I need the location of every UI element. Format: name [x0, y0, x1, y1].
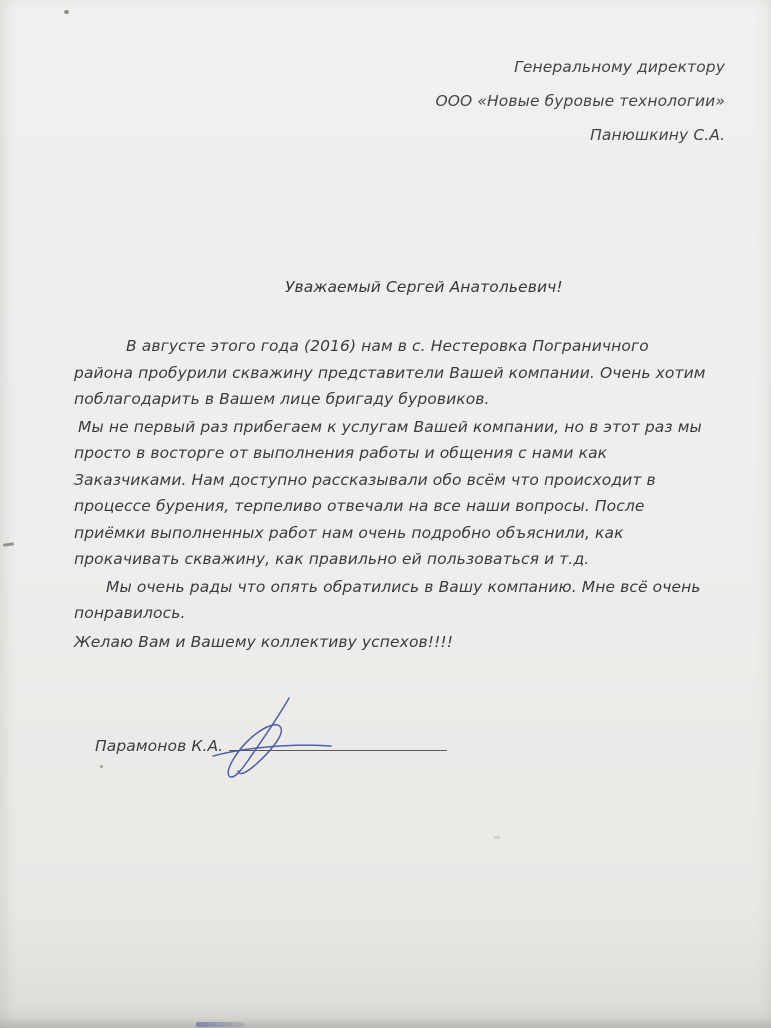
recipient-line-position: Генеральному директору	[514, 58, 725, 76]
paragraph-3: Мы очень рады что опять обратились в Вашу компанию. Мне всё очень понравилось.	[74, 577, 701, 622]
recipient-line-company: ООО «Новые буровые технологии»	[435, 92, 725, 110]
scan-artifact	[100, 765, 103, 768]
signer-name: Парамонов К.А.	[95, 737, 224, 755]
salutation: Уважаемый Сергей Анатольевич!	[285, 278, 563, 296]
scan-edge-smudge	[196, 1022, 244, 1027]
scan-artifact	[3, 542, 14, 547]
scan-artifact	[64, 10, 69, 14]
recipient-block	[435, 50, 725, 152]
letter-body	[74, 333, 706, 628]
scan-artifact	[494, 836, 500, 839]
closing-line: Желаю Вам и Вашему коллективу успехов!!!!	[74, 633, 454, 651]
paragraph-1: В августе этого года (2016) нам в с. Нестеровка Пограничного района пробурили скважину представители Вашей компании. Очень хотим поблагодарить в Вашем лице бригаду буровиков.	[74, 337, 706, 408]
signature-row	[95, 733, 447, 760]
signature-underline	[229, 733, 447, 751]
paragraph-2: Мы не первый раз прибегаем к услугам Вашей компании, но в этот раз мы просто в восторге от выполнения работы и общения с нами как Заказчиками. Нам доступно рассказывали обо всём что происходит в процессе бурения, терпеливо отвечали на все наши вопросы. После приёмки выполненных работ нам очень подробно объяснили, как прокачивать скважину, как правильно ей пользоваться и т.д.	[74, 417, 702, 568]
recipient-line-person: Панюшкину С.А.	[590, 126, 725, 144]
